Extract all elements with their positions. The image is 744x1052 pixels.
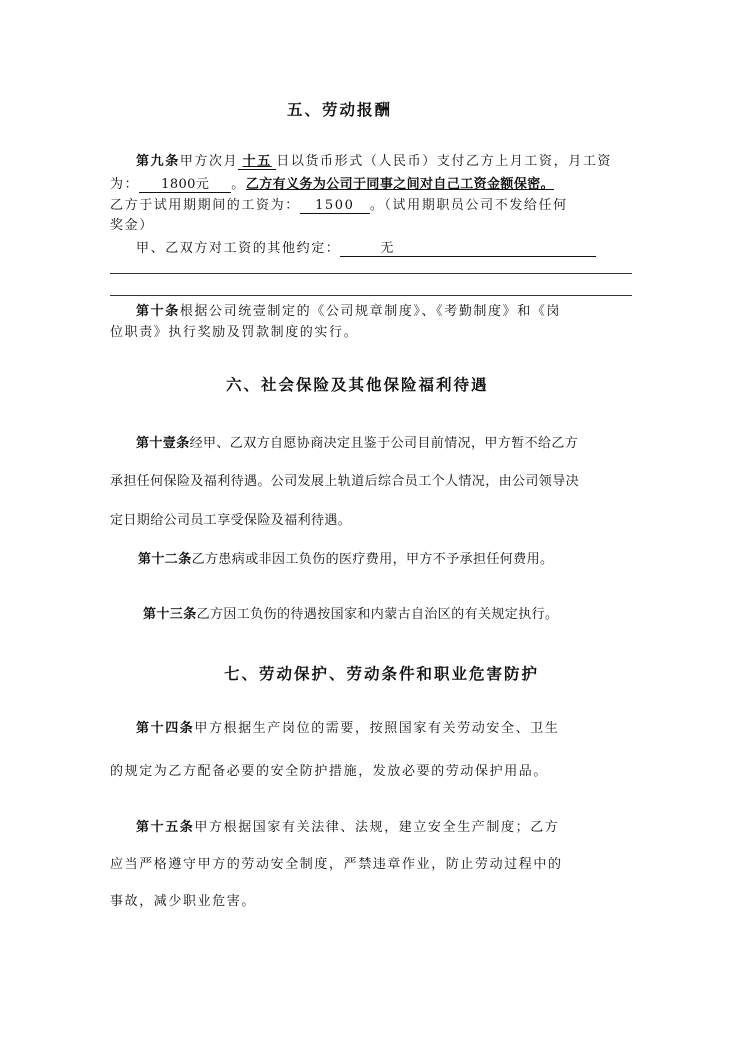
article-13-label: 第十三条 [143, 607, 197, 622]
article-9-label: 第九条 [136, 154, 180, 169]
article-9-line-5: 甲、乙双方对工资的其他约定： 无 [136, 237, 596, 257]
article-15-line-3: 事故，减少职业危害。 [110, 894, 257, 909]
article-10-line-1: 第十条根据公司统壹制定的《公司规章制度》、《考勤制度》和《岗 [136, 304, 562, 319]
other-agreement-field: 无 [340, 241, 596, 257]
article-14-line-2: 的规定为乙方配备必要的安全防护措施，发放必要的劳动保护用品。 [110, 764, 549, 779]
article-11-line-1: 第十壹条经甲、乙双方自愿协商决定且鉴于公司目前情况，甲方暂不给乙方 [136, 436, 579, 451]
article-9-line-4: 奖金） [110, 218, 154, 233]
article-15-line-1: 第十五条甲方根据国家有关法律、法规，建立安全生产制度；乙方 [136, 820, 560, 835]
article-15-label: 第十五条 [136, 820, 195, 835]
article-9-line-2: 为： 1800元 。乙方有义务为公司于同事之间对自己工资金额保密。 [110, 177, 555, 192]
article-11-line-2: 承担任何保险及福利待遇。公司发展上轨道后综合员工个人情况，由公司领导决 [110, 474, 580, 489]
article-12-label: 第十二条 [138, 552, 192, 567]
article-14-line-1: 第十四条甲方根据生产岗位的需要，按照国家有关劳动安全、卫生 [136, 721, 560, 736]
article-10-label: 第十条 [136, 304, 180, 319]
article-13: 第十三条乙方因工负伤的待遇按国家和内蒙古自治区的有关规定执行。 [143, 607, 559, 622]
article-11-line-3: 定日期给公司员工享受保险及福利待遇。 [110, 513, 352, 528]
payday-field: 十五 [238, 154, 276, 170]
article-9-line-3: 乙方于试用期期间的工资为： 1500 。（试用期职员公司不发给任何 [110, 198, 568, 213]
probation-salary-field: 1500 [300, 198, 370, 214]
salary-field: 1800元 [139, 177, 231, 193]
article-14-label: 第十四条 [136, 721, 195, 736]
article-15-line-2: 应当严格遵守甲方的劳动安全制度，严禁违章作业，防止劳动过程中的 [110, 857, 563, 872]
article-10-line-2: 位职责》执行奖励及罚款制度的实行。 [110, 325, 359, 340]
section-5-title: 五、劳动报酬 [287, 100, 393, 119]
article-9-line-1: 第九条甲方次月 十五 日以货币形式（人民币）支付乙方上月工资，月工资 [136, 154, 613, 169]
confidentiality-clause: 乙方有义务为公司于同事之间对自己工资金额保密。 [245, 177, 555, 192]
section-7-title: 七、劳动保护、劳动条件和职业危害防护 [224, 664, 540, 683]
article-11-label: 第十壹条 [136, 436, 190, 451]
section-6-title: 六、社会保险及其他保险福利待遇 [226, 375, 489, 394]
article-12: 第十二条乙方患病或非因工负伤的医疗费用，甲方不予承担任何费用。 [138, 552, 554, 567]
blank-line-2 [110, 295, 632, 296]
blank-line-1 [110, 273, 632, 274]
